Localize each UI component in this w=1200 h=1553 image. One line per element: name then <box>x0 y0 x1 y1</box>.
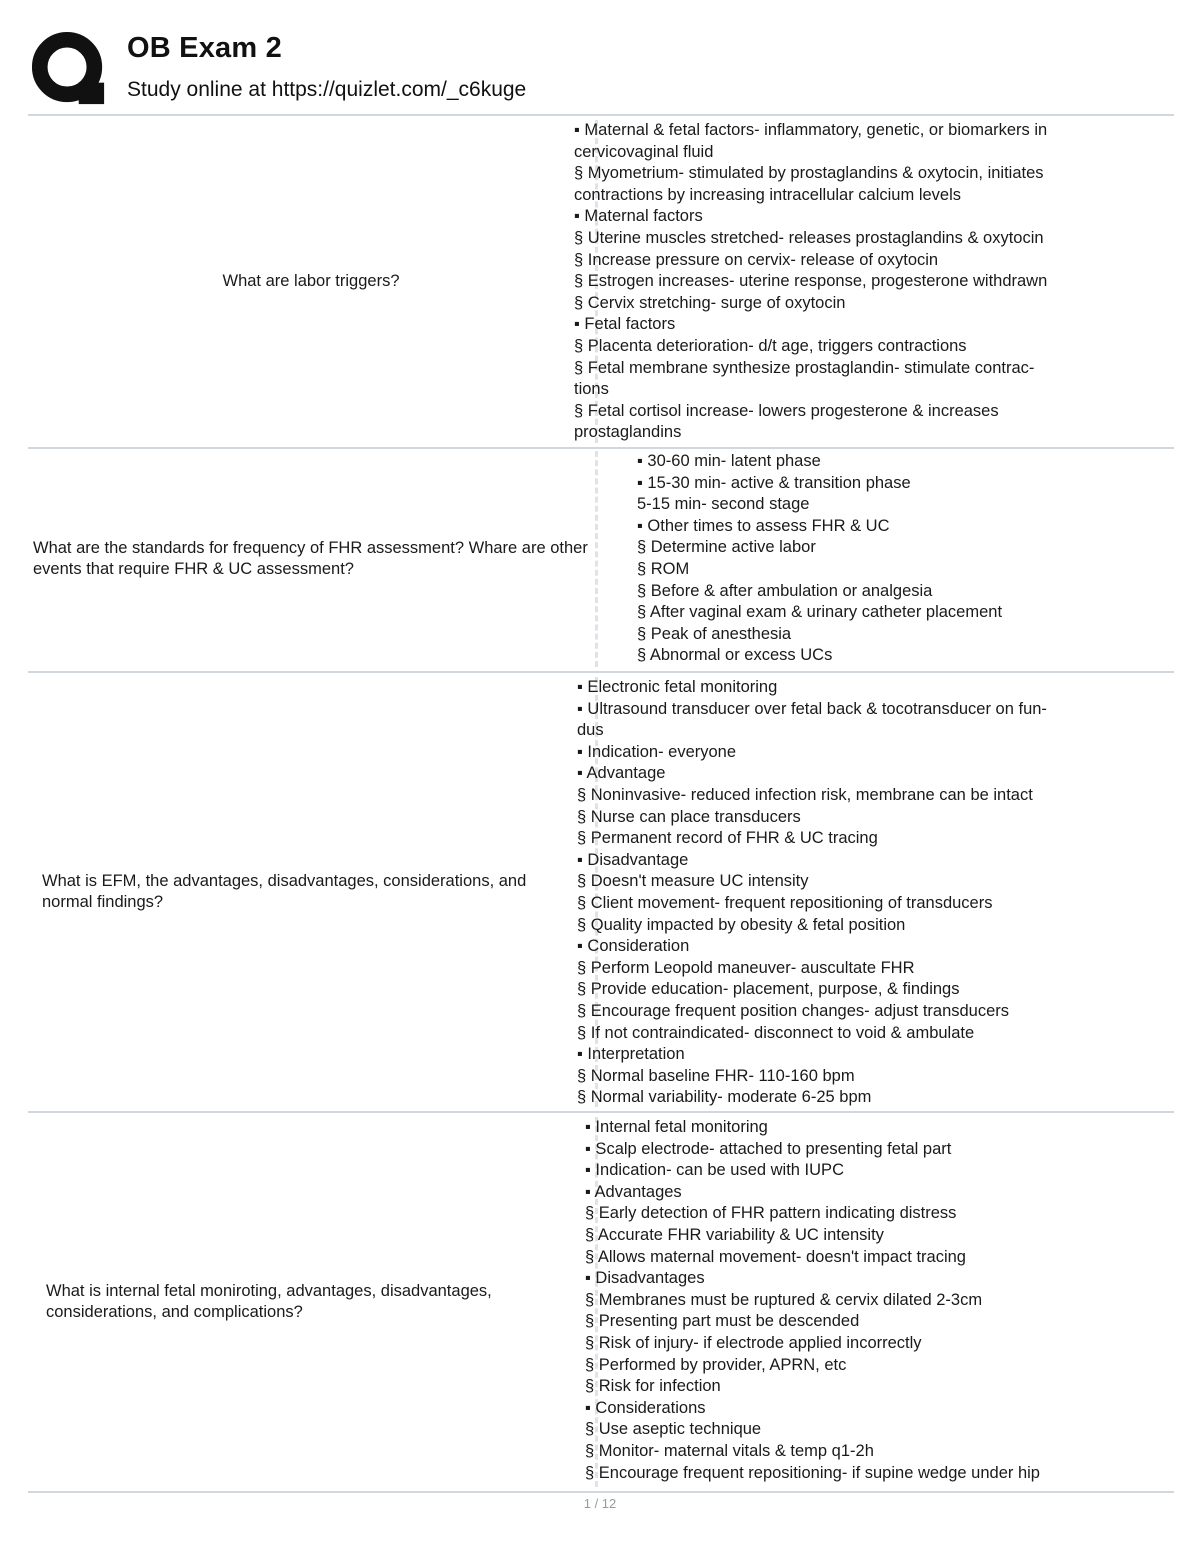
definition-line: ▪ Other times to assess FHR & UC <box>637 516 890 535</box>
term-text: What are the standards for frequency of FHR assessment? Whare are other events that require FHR & UC assessment? <box>33 538 588 578</box>
flashcard-row <box>28 447 1174 673</box>
definition-line: ▪ Advantages <box>585 1182 682 1201</box>
definition-line: § Use aseptic technique <box>585 1420 762 1439</box>
definition-line: § If not contraindicated- disconnect to void & ambulate <box>577 1023 975 1042</box>
flashcard-row <box>28 1113 1174 1493</box>
flashcard-definition <box>585 1117 1170 1484</box>
definition-line: 5-15 min- second stage <box>637 495 810 514</box>
definition-line: § Early detection of FHR pattern indicating distress <box>585 1204 957 1223</box>
definition-line: § Placenta deterioration- d/t age, triggers contractions <box>574 336 967 355</box>
definition-line: ▪ Internal fetal monitoring <box>585 1118 768 1136</box>
definition-line: § Doesn't measure UC intensity <box>577 872 809 891</box>
quizlet-logo-icon <box>30 30 108 108</box>
definition-line: § Abnormal or excess UCs <box>637 646 833 665</box>
definition-line: cervicovaginal fluid <box>574 142 714 161</box>
page-title: OB Exam 2 <box>127 32 282 64</box>
flashcard-row <box>28 673 1174 1113</box>
definition-line: ▪ 30-60 min- latent phase <box>637 452 821 470</box>
definition-line: ▪ Disadvantages <box>585 1269 705 1288</box>
definition-line: § Cervix stretching- surge of oxytocin <box>574 293 846 312</box>
definition-line: § Risk of injury- if electrode applied incorrectly <box>585 1333 922 1352</box>
definition-line: ▪ Indication- everyone <box>577 742 737 761</box>
definition-line: § Myometrium- stimulated by prostaglandins & oxytocin, initiates <box>574 164 1044 183</box>
definition-line: ▪ Disadvantage <box>577 850 689 869</box>
flashcard-term <box>28 116 594 447</box>
definition-line: ▪ Indication- can be used with IUPC <box>585 1161 844 1180</box>
definition-line: § Monitor- maternal vitals & temp q1-2h <box>585 1441 874 1460</box>
definition-line: § Membranes must be ruptured & cervix dilated 2-3cm <box>585 1290 983 1309</box>
definition-line: § Noninvasive- reduced infection risk, membrane can be intact <box>577 785 1033 804</box>
definition-line: ▪ Consideration <box>577 937 690 956</box>
definition-line: dus <box>577 721 604 740</box>
flashcard-definition <box>637 451 1170 667</box>
definition-line: § Fetal cortisol increase- lowers progesterone & increases <box>574 401 999 420</box>
definition-line: § Peak of anesthesia <box>637 624 792 643</box>
definition-line: § Performed by provider, APRN, etc <box>585 1355 847 1374</box>
term-text: What is internal fetal moniroting, advantages, disadvantages, considerations, and complications? <box>46 1281 492 1321</box>
definition-line: § Determine active labor <box>637 538 816 557</box>
definition-line: prostaglandins <box>574 423 682 442</box>
definition-line: § Accurate FHR variability & UC intensity <box>585 1225 884 1244</box>
definition-line: § Allows maternal movement- doesn't impact tracing <box>585 1247 966 1266</box>
definition-line: § Before & after ambulation or analgesia <box>637 581 933 600</box>
definition-line: § Presenting part must be descended <box>585 1312 860 1331</box>
definition-line: § Increase pressure on cervix- release of oxytocin <box>574 250 939 269</box>
flashcard-term <box>28 673 568 1111</box>
definition-line: ▪ 15-30 min- active & transition phase <box>637 473 911 492</box>
definition-line: tions <box>574 380 609 399</box>
definition-line: ▪ Electronic fetal monitoring <box>577 678 778 696</box>
flashcard-row <box>28 114 1174 449</box>
definition-line: § Normal baseline FHR- 110-160 bpm <box>577 1066 855 1085</box>
page-number: 1 / 12 <box>583 1496 617 1511</box>
definition-line: § Provide education- placement, purpose, & findings <box>577 980 960 999</box>
term-text: What are labor triggers? <box>222 271 400 290</box>
definition-line: contractions by increasing intracellular calcium levels <box>574 185 962 204</box>
flashcard-definition <box>574 120 1170 444</box>
definition-line: § Perform Leopold maneuver- auscultate FHR <box>577 958 915 977</box>
definition-line: § Fetal membrane synthesize prostaglandin- stimulate contrac- <box>574 358 1035 377</box>
definition-line: ▪ Considerations <box>585 1398 706 1417</box>
definition-line: § Uterine muscles stretched- releases prostaglandins & oxytocin <box>574 228 1044 247</box>
definition-line: § Risk for infection <box>585 1377 721 1396</box>
study-link-text: Study online at https://quizlet.com/_c6kuge <box>127 78 527 101</box>
definition-line: § Encourage frequent repositioning- if supine wedge under hip <box>585 1463 1040 1482</box>
definition-line: § Estrogen increases- uterine response, progesterone withdrawn <box>574 272 1048 291</box>
definition-line: ▪ Maternal factors <box>574 207 703 226</box>
definition-line: § Quality impacted by obesity & fetal position <box>577 915 906 934</box>
definition-line: § Permanent record of FHR & UC tracing <box>577 829 878 848</box>
definition-line: ▪ Fetal factors <box>574 315 676 334</box>
term-text: What is EFM, the advantages, disadvantages, considerations, and normal findings? <box>42 871 527 911</box>
column-divider <box>595 451 598 667</box>
definition-line: § Normal variability- moderate 6-25 bpm <box>577 1088 872 1107</box>
flashcard-term <box>28 1113 568 1491</box>
definition-line: § After vaginal exam & urinary catheter placement <box>637 603 1003 622</box>
definition-line: § Client movement- frequent repositioning of transducers <box>577 893 993 912</box>
flashcard-term <box>28 447 594 671</box>
definition-line: § Nurse can place transducers <box>577 807 801 826</box>
document-header <box>28 28 1178 110</box>
definition-line: ▪ Interpretation <box>577 1045 685 1064</box>
definition-line: ▪ Ultrasound transducer over fetal back & tocotransducer on fun- <box>577 699 1047 718</box>
definition-line: ▪ Scalp electrode- attached to presenting fetal part <box>585 1139 952 1158</box>
definition-line: ▪ Advantage <box>577 764 666 783</box>
definition-line: § ROM <box>637 559 690 578</box>
definition-line: § Encourage frequent position changes- adjust transducers <box>577 1001 1010 1020</box>
definition-line: ▪ Maternal & fetal factors- inflammatory, genetic, or biomarkers in <box>574 121 1048 139</box>
flashcard-definition <box>577 677 1170 1109</box>
